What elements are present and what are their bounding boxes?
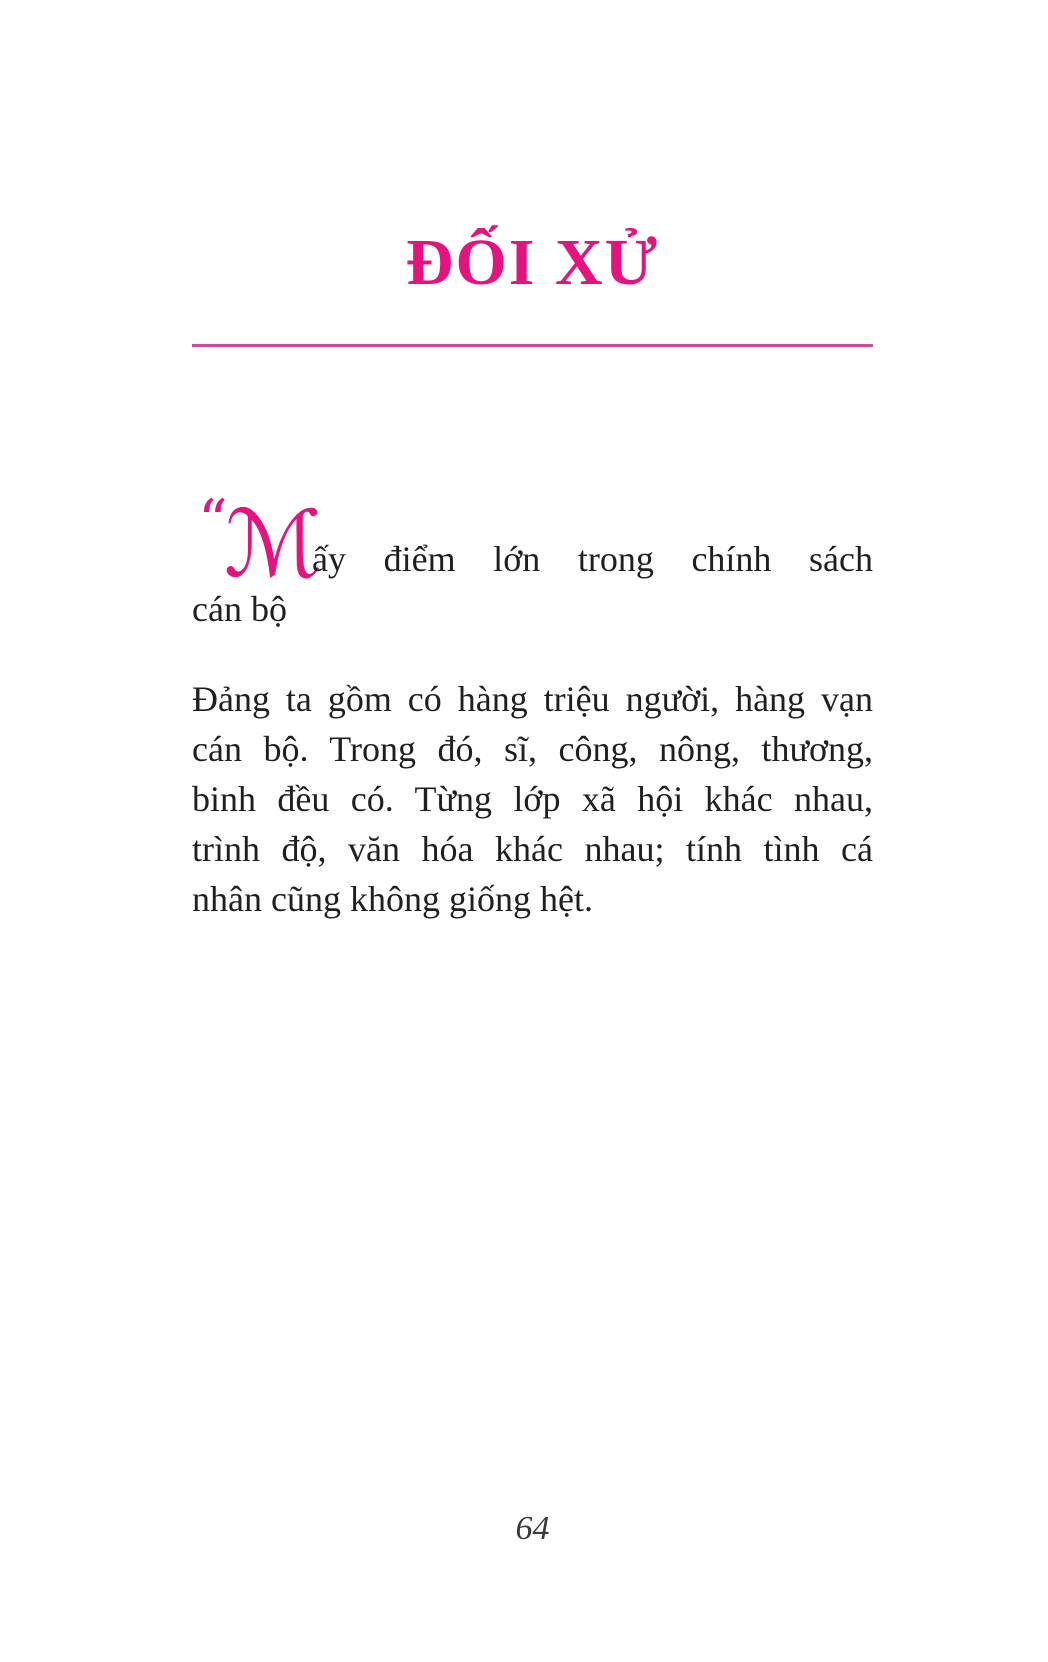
quote-heading-line-1: ấy điểm lớn trong chính sách [312, 539, 873, 579]
body-line: trình độ, văn hóa khác nhau; tính tình cá [192, 829, 873, 869]
body-line: Đảng ta gồm có hàng triệu người, hàng vạn [192, 679, 873, 719]
text-column [192, 0, 873, 1662]
title-divider [192, 344, 873, 347]
quote-heading-line-2: cán bộ [192, 589, 287, 629]
body-line: nhân cũng không giống hệt. [192, 879, 593, 919]
page-title: ĐỐI XỬ [405, 226, 660, 299]
page-number: 64 [515, 1510, 550, 1547]
body-line: cán bộ. Trong đó, sĩ, công, nông, thương, [192, 729, 873, 769]
drop-cap-letter: ℳ [224, 491, 323, 598]
opening-quote-mark: “ [198, 487, 228, 555]
quote-body [192, 674, 873, 924]
body-line: binh đều có. Từng lớp xã hội khác nhau, [192, 779, 873, 819]
